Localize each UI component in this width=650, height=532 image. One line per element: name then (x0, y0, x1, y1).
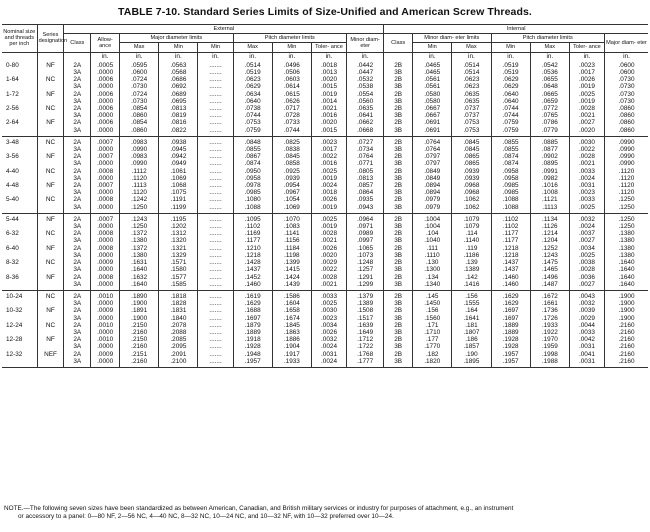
cell-major-min: .1818 .1828 .1831 .1840 .2078 .2088 .2085 .2095 .2091 .2100 (159, 290, 198, 367)
header-max: Max (233, 43, 272, 52)
table-row-group (2, 213, 648, 290)
cell-class: 2A 3A 2A 3A 2A 3A 2A 3A 2A 3A (64, 213, 91, 290)
header-min: Min (272, 43, 311, 52)
header-max: Max (530, 43, 569, 52)
header-external: External (64, 25, 384, 34)
cell-pitch-tol: .0018 .0013 .0020 .0015 .0019 .0014 .0021 .0016 .0020 .0015 (311, 60, 346, 137)
cell-pitch-max: .1619 .1629 .1688 .1697 .1879 .1889 .1918 .1928 .1948 .1957 (233, 290, 272, 367)
cell-size: 3-48 3-56 4-40 4-48 5-40 (2, 136, 37, 213)
cell-size: 10-24 10-32 12-24 12-28 12-32 (2, 290, 37, 367)
header-pitch-int: Pitch diameter limits (491, 34, 604, 43)
cell-int-minor-min: .1004 .1004 .104 .1040 .111 .1110 .130 .1300 .134 .1340 (413, 213, 452, 290)
table-row-group (2, 136, 648, 213)
unit-label: in. (311, 52, 346, 60)
header-minor-int: Minor diam- eter limits (413, 34, 491, 43)
cell-series: NF NC NF NC NF (37, 60, 64, 137)
cell-major-min2: ....... ....... ....... ....... ....... ....... ....... ....... ....... ....... (198, 60, 233, 137)
table-row-group (2, 60, 648, 137)
header-nominal-size: Nominal size and threads per inch (2, 25, 37, 53)
unit-label: in. (347, 52, 384, 60)
cell-pitch-min: .0825 .0838 .0845 .0858 .0925 .0939 .0954 .0967 .1054 .1069 (272, 136, 311, 213)
cell-class: 2A 3A 2A 3A 2A 3A 2A 3A 2A 3A (64, 290, 91, 367)
unit-label: in. (198, 52, 233, 60)
unit-label: in. (491, 52, 530, 60)
cell-minor: .0442 .0447 .0532 .0538 .0554 .0560 .0635 .0641 .0662 .0668 (347, 60, 384, 137)
cell-int-class: 2B 3B 2B 3B 2B 3B 2B 3B 2B 3B (384, 60, 413, 137)
cell-series: NC NF NC NF NEF (37, 290, 64, 367)
unit-label: in. (413, 52, 452, 60)
cell-int-class: 2B 3B 2B 3B 2B 3B 2B 3B 2B 3B (384, 136, 413, 213)
cell-series: NC NF NC NF NC (37, 136, 64, 213)
header-min: Min (413, 43, 452, 52)
cell-major-max: .0983 .0990 .0983 .0990 .1112 .1120 .1113 .1120 .1242 .1250 (120, 136, 159, 213)
unit-label: in. (120, 52, 159, 60)
cell-minor: .0964 .0971 .0989 .0997 .1065 .1073 .1248 .1257 .1291 .1299 (347, 213, 384, 290)
cell-allowance: .0010 .0000 .0009 .0000 .0010 .0000 .0010 .0000 .0009 .0000 (91, 290, 120, 367)
cell-major-min: .0938 .0945 .0942 .0949 .1061 .1069 .1068 .1075 .1191 .1199 (159, 136, 198, 213)
header-pitch-ext: Pitch diameter limits (233, 34, 346, 43)
cell-int-minor-max: .156 .1555 .164 .1641 .181 .1807 .186 .1857 .190 .1895 (452, 290, 491, 367)
cell-int-major: .0990 .0990 .0990 .0990 .1120 .1120 .1120 .1120 .1250 .1250 (605, 136, 649, 213)
unit-label: in. (159, 52, 198, 60)
cell-int-pitch-tol: .0043 .0032 .0039 .0029 .0044 .0033 .0042 .0031 .0041 .0031 (569, 290, 604, 367)
cell-int-minor-max: .0845 .0845 .0865 .0865 .0939 .0939 .0968 .0968 .1062 .1062 (452, 136, 491, 213)
cell-pitch-min: .1070 .1083 .1141 .1156 .1184 .1198 .1399 .1415 .1424 .1439 (272, 213, 311, 290)
note-line-1: NOTE.—The following seven sizes have been standardized as between American, Canadian, and British military services or industry for purposes of attachment, e.g., an instrument (4, 505, 514, 512)
cell-major-max: .0595 .0600 .0724 .0730 .0724 .0730 .0854 .0860 .0854 .0860 (120, 60, 159, 137)
unit-label: in. (272, 52, 311, 60)
header-major-int: Major diam- eter (605, 34, 649, 52)
cell-pitch-max: .0514 .0519 .0623 .0629 .0634 .0640 .0738 .0744 .0753 .0759 (233, 60, 272, 137)
header-class-ext: Class (64, 34, 91, 52)
cell-class: 2A 3A 2A 3A 2A 3A 2A 3A 2A 3A (64, 60, 91, 137)
cell-pitch-tol: .0033 .0025 .0030 .0023 .0034 .0026 .0032 .0024 .0031 .0024 (311, 290, 346, 367)
cell-minor: .0727 .0734 .0764 .0771 .0805 .0813 .0857 .0864 .0935 .0943 (347, 136, 384, 213)
cell-int-pitch-max: .0885 .0877 .0902 .0895 .0991 .0982 .1016 .1008 .1121 .1113 (530, 136, 569, 213)
thread-limits-table (2, 24, 648, 368)
cell-major-min: .0563 .0568 .0686 .0692 .0689 .0695 .0813 .0819 .0816 .0822 (159, 60, 198, 137)
header-allowance: Allow- ance (91, 34, 120, 52)
unit-row (2, 52, 648, 60)
unit-label: in. (452, 52, 491, 60)
cell-int-minor-min: .0764 .0764 .0797 .0797 .0849 .0849 .0894 .0894 .0979 .0979 (413, 136, 452, 213)
cell-int-major: .1900 .1900 .1900 .1900 .2160 .2160 .2160 .2160 .2160 .2160 (605, 290, 649, 367)
cell-int-pitch-min: .1629 .1629 .1697 .1697 .1889 .1889 .1928 .1928 .1957 .1957 (491, 290, 530, 367)
cell-int-pitch-tol: .0032 .0024 .0037 .0027 .0034 .0025 .0038 .0028 .0036 .0027 (569, 213, 604, 290)
header-minor-ext: Minor diam- eter (347, 34, 384, 52)
cell-size: 5-44 6-32 6-40 8-32 8-36 (2, 213, 37, 290)
table-note (4, 505, 644, 521)
unit-label: in. (569, 52, 604, 60)
header-major-ext: Major diameter limits (120, 34, 233, 43)
cell-major-min: .1195 .1202 .1312 .1320 .1321 .1329 .1571 .1580 .1577 .1585 (159, 213, 198, 290)
header-series: Series designation (37, 25, 64, 53)
cell-int-minor-max: .0514 .0514 .0623 .0623 .0635 .0635 .0737 .0737 .0753 .0753 (452, 60, 491, 137)
unit-label: in. (605, 52, 649, 60)
cell-allowance: .0005 .0000 .0006 .0000 .0006 .0000 .0006 .0000 .0006 .0000 (91, 60, 120, 137)
cell-int-pitch-max: .1672 .1661 .1736 .1726 .1933 .1922 .1970 .1959 .1998 .1988 (530, 290, 569, 367)
unit-label: in. (91, 52, 120, 60)
cell-pitch-tol: .0023 .0017 .0022 .0016 .0025 .0019 .0024 .0018 .0026 .0019 (311, 136, 346, 213)
cell-class: 2A 3A 2A 3A 2A 3A 2A 3A 2A 3A (64, 136, 91, 213)
cell-series: NF NC NF NC NF (37, 213, 64, 290)
cell-int-pitch-max: .0542 .0536 .0655 .0648 .0665 .0659 .0772 .0765 .0786 .0779 (530, 60, 569, 137)
cell-allowance: .0007 .0000 .0008 .0000 .0008 .0000 .0009 .0000 .0008 .0000 (91, 213, 120, 290)
cell-int-class: 2B 3B 2B 3B 2B 3B 2B 3B 2B 3B (384, 290, 413, 367)
table-row-group (2, 290, 648, 367)
header-internal: Internal (384, 25, 648, 34)
cell-minor: .1379 .1389 .1508 .1517 .1639 .1649 .1712 .1722 .1768 .1777 (347, 290, 384, 367)
cell-pitch-max: .1095 .1102 .1169 .1177 .1210 .1218 .1428 .1437 .1452 .1460 (233, 213, 272, 290)
cell-int-pitch-min: .0519 .0519 .0629 .0629 .0640 .0640 .0744 .0744 .0759 .0759 (491, 60, 530, 137)
cell-major-min2: ....... ....... ....... ....... ....... ....... ....... ....... ....... ....... (198, 290, 233, 367)
cell-int-pitch-tol: .0023 .0017 .0026 .0019 .0025 .0019 .0028 .0021 .0027 .0020 (569, 60, 604, 137)
note-line-2: or accessory to a panel: 0—80 NF, 2—56 NC, 4—40 NC, 8—32 NC, 10—24 NC, and 10—32 NF, with 10—32 preferred over 10—24. (18, 513, 394, 520)
header-tolerance: Toler- ance (311, 43, 346, 52)
cell-int-minor-max: .1079 .1079 .114 .1140 .119 .1186 .139 .1389 .142 .1416 (452, 213, 491, 290)
cell-major-max: .1243 .1250 .1372 .1380 .1372 .1380 .1631 .1640 .1632 .1640 (120, 213, 159, 290)
header-max: Max (452, 43, 491, 52)
table-title: TABLE 7-10. Standard Series Limits of Size-Unified and American Screw Threads. (118, 6, 532, 18)
cell-int-pitch-tol: .0030 .0022 .0028 .0021 .0033 .0024 .0031 .0023 .0033 .0025 (569, 136, 604, 213)
cell-major-min2: ....... ....... ....... ....... ....... ....... ....... ....... ....... ....... (198, 213, 233, 290)
unit-label: in. (530, 52, 569, 60)
cell-int-pitch-min: .1102 .1102 .1177 .1177 .1218 .1218 .1437 .1437 .1460 .1460 (491, 213, 530, 290)
cell-allowance: .0007 .0000 .0007 .0000 .0008 .0000 .0007 .0000 .0008 .0000 (91, 136, 120, 213)
header-min: Min (159, 43, 198, 52)
cell-int-major: .1250 .1250 .1380 .1380 .1380 .1380 .1640 .1640 .1640 .1640 (605, 213, 649, 290)
cell-int-minor-min: .145 .1450 .156 .1560 .171 .1710 .177 .1770 .182 .1820 (413, 290, 452, 367)
header-min: Min (198, 43, 233, 52)
cell-major-max: .1890 .1900 .1891 .1900 .2150 .2160 .2150 .2160 .2151 .2160 (120, 290, 159, 367)
cell-pitch-max: .0848 .0855 .0867 .0874 .0950 .0958 .0978 .0985 .1080 .1088 (233, 136, 272, 213)
cell-int-class: 2B 3B 2B 3B 2B 3B 2B 3B 2B 3B (384, 213, 413, 290)
cell-pitch-min: .1586 .1604 .1658 .1674 .1845 .1863 .1886 .1904 .1917 .1933 (272, 290, 311, 367)
cell-size: 0-80 1-64 1-72 2-56 2-64 (2, 60, 37, 137)
cell-int-major: .0600 .0600 .0730 .0730 .0730 .0730 .0860 .0860 .0860 .0860 (605, 60, 649, 137)
cell-pitch-tol: .0025 .0019 .0028 .0021 .0026 .0020 .0029 .0022 .0028 .0021 (311, 213, 346, 290)
header-min: Min (491, 43, 530, 52)
unit-label: in. (233, 52, 272, 60)
cell-int-minor-min: .0465 .0465 .0561 .0561 .0580 .0580 .0667 .0667 .0691 .0691 (413, 60, 452, 137)
header-class-int: Class (384, 34, 413, 52)
cell-int-pitch-min: .0855 .0855 .0874 .0874 .0958 .0958 .0985 .0985 .1088 .1088 (491, 136, 530, 213)
cell-pitch-min: .0496 .0506 .0603 .0614 .0615 .0626 .0717 .0728 .0733 .0744 (272, 60, 311, 137)
cell-int-pitch-max: .1134 .1126 .1214 .1204 .1252 .1243 .1475 .1465 .1496 .1487 (530, 213, 569, 290)
header-tolerance: Toler- ance (569, 43, 604, 52)
cell-major-min2: ....... ....... ....... ....... ....... ....... ....... ....... ....... ....... (198, 136, 233, 213)
header-max: Max (120, 43, 159, 52)
